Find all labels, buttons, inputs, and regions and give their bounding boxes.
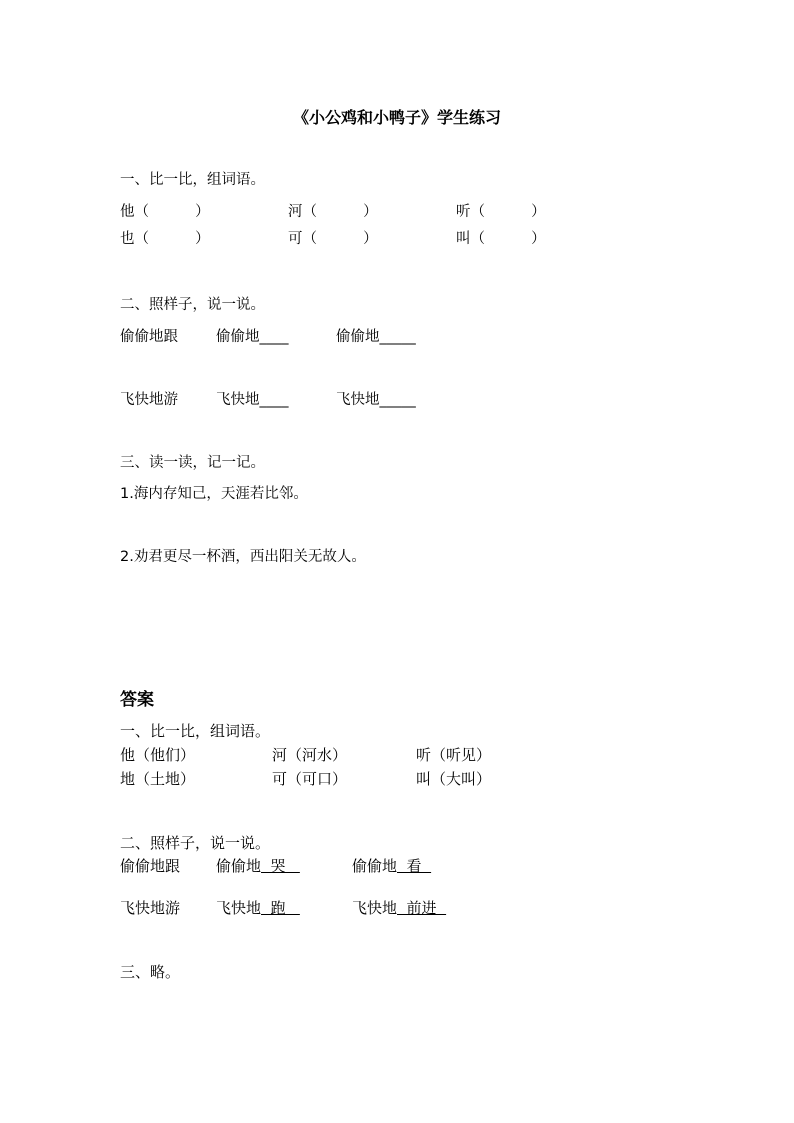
q1-heading: 一、比一比，组词语。 <box>120 172 265 188</box>
a2-row2-answer2 <box>352 897 446 918</box>
q1-item-jiao: 叫（ ） <box>456 231 546 247</box>
page-title: 《小公鸡和小鸭子》学生练习 <box>292 108 501 127</box>
a2-row2-fill1: 跑 <box>261 899 300 917</box>
q1-item-he: 河（ ） <box>288 204 378 220</box>
q2-row2-blank1: 飞快地____ <box>216 392 289 408</box>
a2-row2-prefix2: 飞快地 <box>352 899 398 917</box>
q1-item-ta: 他（ ） <box>120 204 210 220</box>
a2-row1-prefix2: 偷偷地 <box>352 857 398 875</box>
q2-heading: 二、照样子，说一说。 <box>120 297 265 313</box>
q1-item-ke: 可（ ） <box>288 231 378 247</box>
a2-row1-example: 偷偷地跟 <box>120 857 181 875</box>
a1-item-di: 地（土地） <box>120 770 196 788</box>
q2-row1-blank2: 偷偷地_____ <box>336 329 416 345</box>
a2-row1-fill2: 看 <box>397 857 432 875</box>
a3-heading: 三、略。 <box>120 963 181 981</box>
q2-row1-example: 偷偷地跟 <box>120 329 178 345</box>
q2-row2-example: 飞快地游 <box>120 392 178 408</box>
a2-row1-prefix1: 偷偷地 <box>216 857 262 875</box>
a1-item-ting: 听（听见） <box>416 746 492 764</box>
a2-row1-answer2 <box>352 855 431 876</box>
a1-item-he: 河（河水） <box>272 746 348 764</box>
q1-item-ye: 也（ ） <box>120 231 210 247</box>
q2-row1-blank1: 偷偷地____ <box>216 329 289 345</box>
q3-line-1: 1.海内存知己，天涯若比邻。 <box>120 486 308 502</box>
a2-row2-answer1 <box>216 897 300 918</box>
a2-row1-fill1: 哭 <box>261 857 300 875</box>
q3-line-2: 2.劝君更尽一杯酒，西出阳关无故人。 <box>120 549 366 565</box>
q1-item-ting: 听（ ） <box>456 204 546 220</box>
a2-row2-example: 飞快地游 <box>120 899 181 917</box>
q3-heading: 三、读一读，记一记。 <box>120 455 265 471</box>
a2-row2-prefix1: 飞快地 <box>216 899 262 917</box>
a2-row2-fill2: 前进 <box>397 899 447 917</box>
a1-heading: 一、比一比，组词语。 <box>120 722 271 740</box>
a1-item-jiao: 叫（大叫） <box>416 770 492 788</box>
a2-heading: 二、照样子，说一说。 <box>120 834 271 852</box>
a1-item-ta: 他（他们） <box>120 746 196 764</box>
a1-item-ke: 可（可口） <box>272 770 348 788</box>
a2-row1-answer1 <box>216 855 300 876</box>
answers-heading: 答案 <box>120 690 154 710</box>
q2-row2-blank2: 飞快地_____ <box>336 392 416 408</box>
